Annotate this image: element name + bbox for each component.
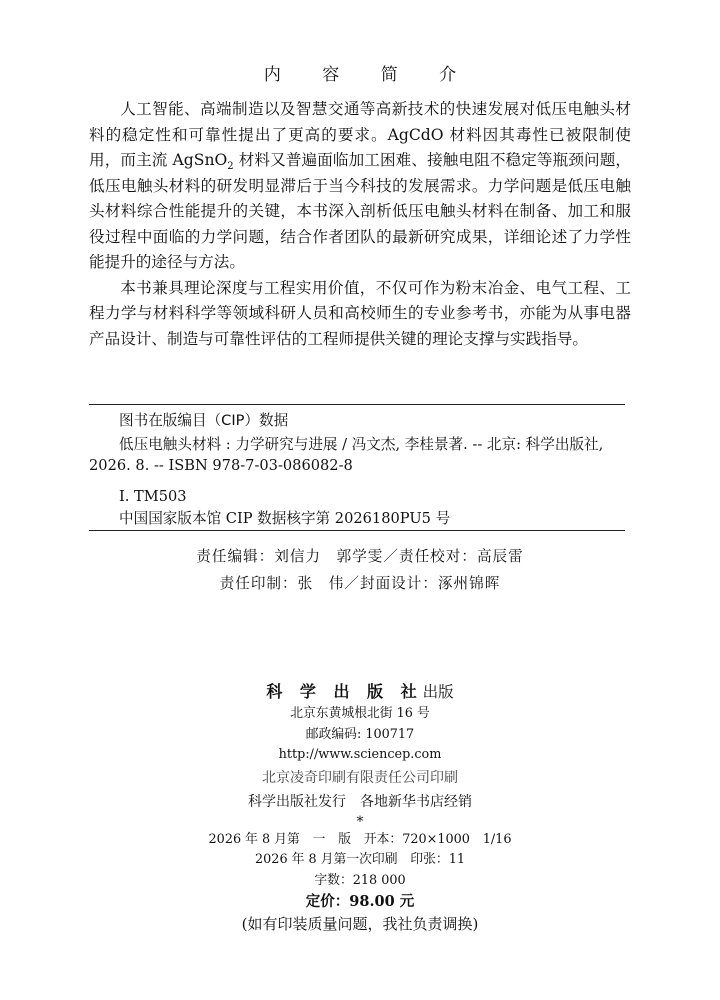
cip-record: 低压电触头材料 : 力学研究与进展 / 冯文杰, 李桂景著. -- 北京: 科学出版社, 2026. 8. -- ISBN 978-7-03-086082-8: [89, 436, 604, 474]
introduction-section: [89, 97, 631, 352]
editor-credits: 责任编辑：刘信力 郭学雯／责任校对：高辰雷: [196, 548, 524, 565]
page-title: 内 容 简 介: [263, 65, 475, 85]
price-value: 98.00 元: [349, 893, 415, 910]
quality-notice: (如有印装质量问题，我社负责调换): [241, 915, 479, 933]
publisher-line: [0, 680, 720, 704]
publisher-logo-text: 科 学 出 版 社: [266, 682, 423, 701]
intro-paragraph-1: [89, 97, 631, 276]
imprint-block: [0, 680, 720, 935]
separator-asterisk: *: [356, 813, 364, 830]
printing-sheets: 2026 年 8 月第一次印刷 印张：11: [255, 852, 465, 867]
production-credits: 责任印制：张 伟／封面设计：涿州锦晖: [219, 575, 501, 592]
intro-paragraph-1-text-b: 材料又普遍面临加工困难、接触电阻不稳定等瓶颈问题，低压电触头材料的研发明显滞后于当今科技的发展需求。力学问题是低压电触头材料综合性能提升的关键，本书深入剖析低压电触头材料在制备、加工和服役过程中面临的力学问题，结合作者团队的最新研究成果，详细论述了力学性能提升的途径与方法。: [89, 151, 631, 271]
word-count: 字数：218 000: [314, 872, 406, 888]
publisher-website: http://www.sciencep.com: [278, 747, 442, 762]
cip-verification-number: 中国国家版本馆 CIP 数据核字第 2026180PU5 号: [119, 510, 451, 527]
postal-code: 邮政编码: 100717: [305, 726, 415, 742]
subscript-2: 2: [227, 161, 234, 173]
printer-line: 北京凌奇印刷有限责任公司印刷: [262, 769, 458, 786]
cip-classification: Ⅰ. TM503: [119, 488, 187, 505]
price-label: 定价：: [305, 893, 350, 910]
publisher-address: 北京东黄城根北街 16 号: [290, 706, 430, 721]
intro-paragraph-1-text-a: 人工智能、高端制造以及智慧交通等高新技术的快速发展对低压电触头材料的稳定性和可靠性提出了更高的要求。AgCdO 材料因其毒性已被限制使用，而主流 AgSnO: [89, 100, 631, 169]
edition-format: 2026 年 8 月第 一 版 开本：720×1000 1/16: [208, 831, 512, 847]
publisher-suffix: 出版: [422, 683, 454, 701]
intro-paragraph-2: 本书兼具理论深度与工程实用价值，不仅可作为粉末冶金、电气工程、工程力学与材料科学等领域科研人员和高校师生的专业参考书，亦能为从事电器产品设计、制造与可靠性评估的工程师提供关键的理论支撑与实践指导。: [89, 278, 631, 348]
cip-top-divider: [89, 404, 625, 405]
cip-heading: 图书在版编目（CIP）数据: [119, 412, 289, 429]
cip-bottom-divider: [89, 530, 625, 531]
distribution-line: 科学出版社发行 各地新华书店经销: [248, 793, 472, 810]
price-line: [0, 891, 720, 913]
